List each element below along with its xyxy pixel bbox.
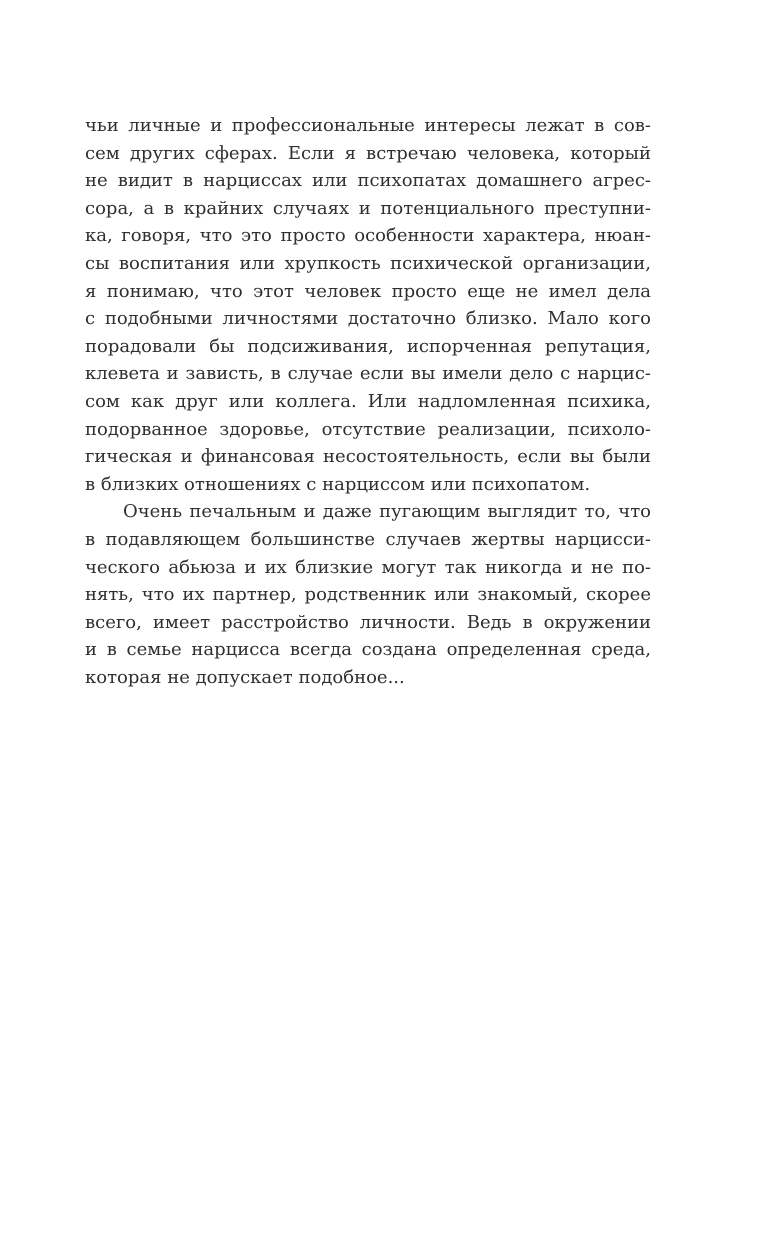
text-line: сы воспитания или хрупкость психической организации,: [85, 252, 651, 274]
text-line: которая не допускает подобное...: [85, 666, 405, 688]
body-text: [85, 112, 651, 691]
text-line: не видит в нарциссах или психопатах домашнего агрес-: [85, 170, 651, 192]
text-line: сора, а в крайних случаях и потенциального преступни-: [85, 197, 651, 219]
text-line: подорванное здоровье, отсутствие реализации, психоло-: [85, 418, 651, 440]
text-line: Очень печальным и даже пугающим выглядит то, что: [123, 501, 651, 523]
text-line: ка, говоря, что это просто особенности характера, нюан-: [85, 225, 651, 247]
text-line: нять, что их партнер, родственник или знакомый, скорее: [85, 584, 651, 606]
text-line: я понимаю, что этот человек просто еще не имел дела: [85, 280, 651, 302]
text-line: в близких отношениях с нарциссом или психопатом.: [85, 473, 591, 495]
text-line: клевета и зависть, в случае если вы имели дело с нарцис-: [85, 363, 651, 385]
text-line: в подавляющем большинстве случаев жертвы нарцисси-: [85, 528, 651, 550]
text-line: всего, имеет расстройство личности. Ведь в окружении: [85, 611, 651, 633]
text-line: порадовали бы подсиживания, испорченная репутация,: [85, 335, 651, 357]
text-line: сем других сферах. Если я встречаю человека, который: [85, 142, 651, 164]
text-line: гическая и финансовая несостоятельность, если вы были: [85, 446, 651, 468]
text-line: ческого абьюза и их близкие могут так никогда и не по-: [85, 556, 651, 578]
text-line: с подобными личностями достаточно близко. Мало кого: [85, 308, 651, 330]
text-line: чьи личные и профессиональные интересы лежат в сов-: [85, 115, 651, 136]
text-line: сом как друг или коллега. Или надломленная психика,: [85, 390, 651, 412]
text-line: и в семье нарцисса всегда создана определенная среда,: [85, 639, 651, 661]
